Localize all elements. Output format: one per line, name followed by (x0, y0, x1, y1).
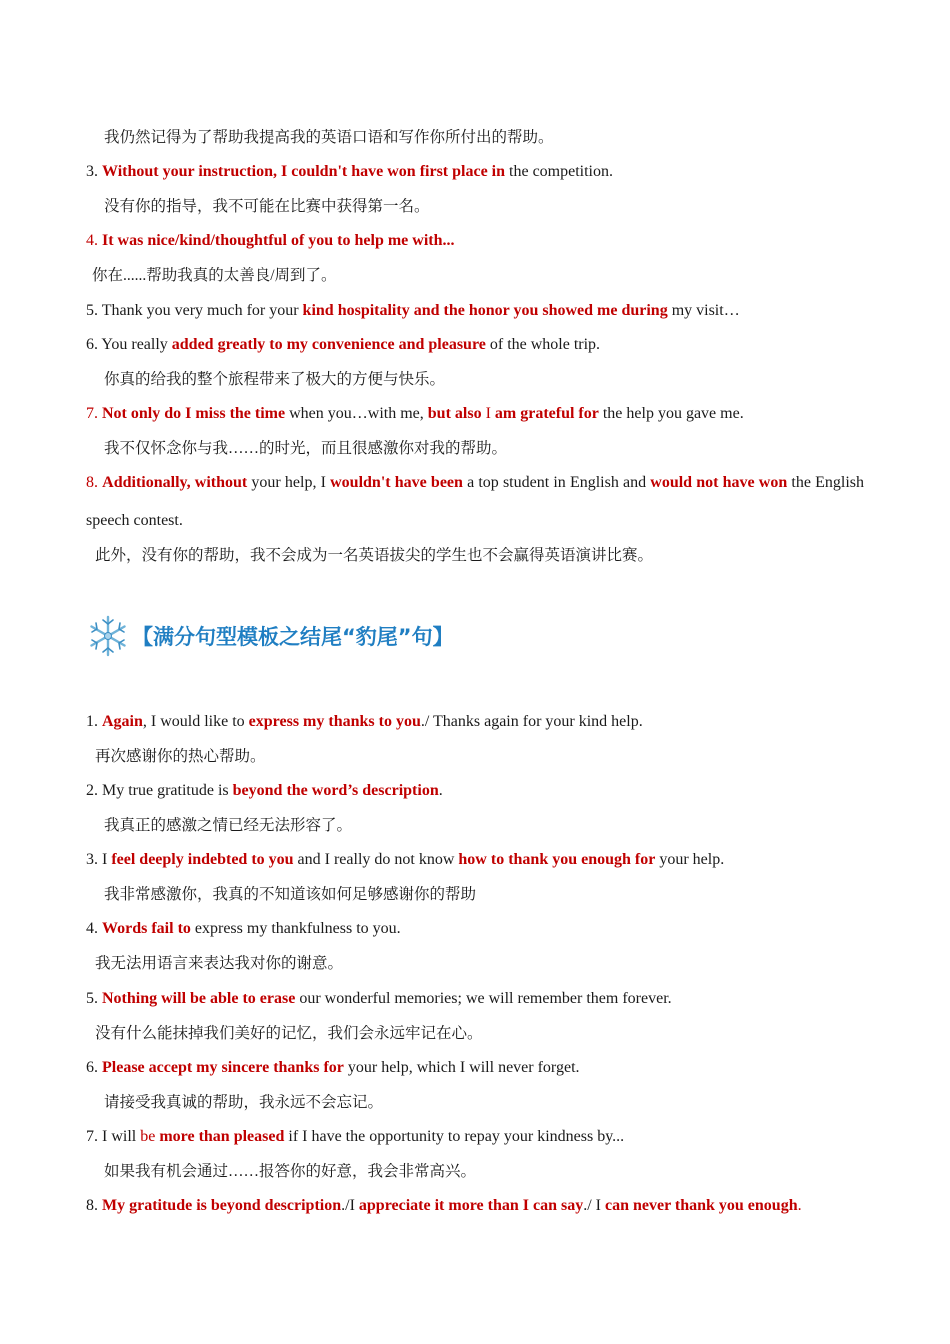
sentence-text: 5. (86, 990, 102, 1007)
snowflake-icon (86, 614, 130, 658)
translation-line: 我非常感激你，我真的不知道该如何足够感谢你的帮助 (104, 886, 477, 903)
sentence-text: of the whole trip. (485, 336, 601, 353)
sentence-text: when you…with me, (285, 405, 428, 422)
sentence-text: express my thankfulness to you. (190, 920, 401, 937)
translation-line: 如果我有机会通过……报答你的好意，我会非常高兴。 (104, 1163, 477, 1180)
key-phrase: how to thank you enough for (458, 851, 656, 868)
key-phrase: Not only do I miss the time (102, 405, 286, 422)
sentence-text: 8. (86, 1197, 102, 1214)
key-phrase: Words fail to (102, 920, 191, 937)
sentence-text: . (438, 782, 443, 799)
sentence-text: your help, I (247, 474, 331, 491)
key-phrase: appreciate it more than I can say (358, 1197, 584, 1214)
sentence-text: 6. You really (86, 336, 172, 353)
ending-sentence-4 (86, 919, 864, 939)
sentence-8 (86, 464, 864, 540)
sentence-text: ./I (341, 1197, 359, 1214)
translation-line: 你真的给我的整个旅程带来了极大的方便与快乐。 (104, 371, 446, 388)
sentence-text: my visit… (667, 302, 740, 319)
translation-line: 我不仅怀念你与我……的时光，而且很感激你对我的帮助。 (104, 440, 508, 457)
sentence-3 (86, 162, 864, 182)
translation-line: 没有你的指导，我不可能在比赛中获得第一名。 (104, 198, 430, 215)
sentence-text: a top student in English and (462, 474, 651, 491)
key-phrase: Nothing will be able to erase (102, 990, 296, 1007)
sentence-text: and I really do not know (293, 851, 459, 868)
sentence-5 (86, 301, 864, 321)
key-phrase: would not have won (650, 474, 788, 491)
sentence-text: 3. (86, 163, 102, 180)
key-phrase: more than pleased (159, 1128, 285, 1145)
section-title: 【满分句型模板之结尾“豹尾”句】 (132, 625, 454, 649)
sentence-text: , I would like to (142, 713, 249, 730)
sentence-number: 8. (86, 474, 103, 491)
key-phrase: wouldn't have been (330, 474, 463, 491)
translation-line: 请接受我真诚的帮助，我永远不会忘记。 (104, 1094, 384, 1111)
sentence-text: your help, which I will never forget. (343, 1059, 580, 1076)
sentence-text: the English speech contest. (86, 474, 865, 529)
sentence-7 (86, 404, 864, 424)
ending-sentence-1 (86, 712, 864, 732)
translation-line: 我仍然记得为了帮助我提高我的英语口语和写作你所付出的帮助。 (104, 129, 554, 146)
translation-line: 我无法用语言来表达我对你的谢意。 (95, 955, 344, 972)
sentence-text: . (797, 1197, 802, 1214)
sentence-text: 5. Thank you very much for your (86, 302, 303, 319)
ending-sentence-8 (86, 1196, 864, 1216)
sentence-text: the help you gave me. (598, 405, 744, 422)
sentence-text: if I have the opportunity to repay your kindness by... (284, 1128, 625, 1145)
sentence-text: ./ Thanks again for your kind help. (420, 713, 643, 730)
sentence-text: 7. I will (86, 1128, 141, 1145)
sentence-6 (86, 335, 864, 355)
sentence-text: your help. (655, 851, 725, 868)
translation-line: 没有什么能抹掉我们美好的记忆，我们会永远牢记在心。 (95, 1025, 483, 1042)
sentence-text: ./ I (583, 1197, 605, 1214)
sentence-text: 2. My true gratitude is (86, 782, 233, 799)
key-phrase: am grateful for (494, 405, 599, 422)
ending-sentence-3 (86, 850, 864, 870)
ending-sentence-6 (86, 1058, 864, 1078)
translation-line: 再次感谢你的热心帮助。 (95, 748, 266, 765)
key-phrase: Again (102, 713, 143, 730)
key-phrase: can never thank you enough (604, 1197, 798, 1214)
ending-sentence-5 (86, 989, 864, 1009)
key-phrase: kind hospitality and the honor you showed me during (302, 302, 668, 319)
ending-sentence-2 (86, 781, 864, 801)
sentence-number: 7. (86, 405, 102, 422)
sentence-text: be (140, 1128, 156, 1145)
section-heading (86, 612, 454, 660)
sentence-4 (86, 231, 864, 251)
key-phrase: beyond the word’s description (232, 782, 439, 799)
sentence-number: 4. (86, 232, 102, 249)
sentence-text: 1. (86, 713, 102, 730)
key-phrase: It was nice/kind/thoughtful of you to help me with... (102, 232, 455, 249)
key-phrase: Please accept my sincere thanks for (102, 1059, 344, 1076)
ending-sentence-7 (86, 1127, 864, 1147)
key-phrase: Without your instruction, I couldn't have won first place in (102, 163, 506, 180)
key-phrase: Additionally, without (102, 474, 248, 491)
translation-line: 此外，没有你的帮助，我不会成为一名英语拔尖的学生也不会赢得英语演讲比赛。 (95, 547, 654, 564)
key-phrase: added greatly to my convenience and pleasure (171, 336, 486, 353)
sentence-text: 4. (86, 920, 102, 937)
key-phrase: express my thanks to you (248, 713, 421, 730)
sentence-text: the competition. (505, 163, 613, 180)
key-phrase: but also (427, 405, 482, 422)
translation-line: 我真正的感激之情已经无法形容了。 (104, 817, 353, 834)
sentence-text: I (481, 405, 495, 422)
key-phrase: feel deeply indebted to you (111, 851, 294, 868)
translation-line: 你在......帮助我真的太善良/周到了。 (92, 267, 337, 284)
sentence-text: our wonderful memories; we will remember them forever. (295, 990, 672, 1007)
key-phrase: My gratitude is beyond description (102, 1197, 342, 1214)
sentence-text: 6. (86, 1059, 102, 1076)
sentence-text: 3. I (86, 851, 112, 868)
